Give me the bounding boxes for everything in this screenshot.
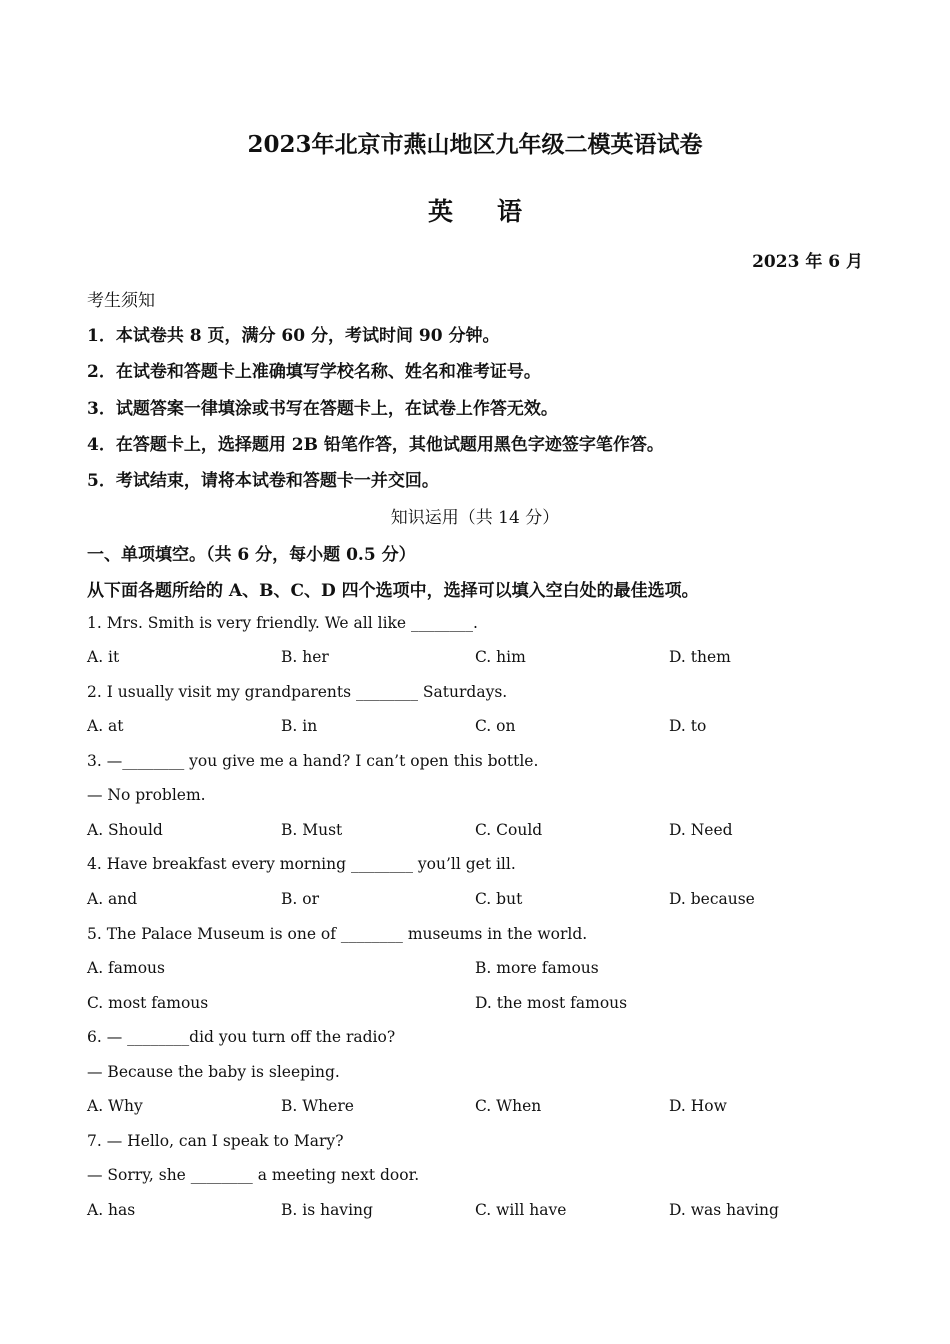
option-a: A. at (87, 717, 124, 735)
section-title: 知识运用（共 14 分） (390, 508, 560, 528)
question-stem: 4. Have breakfast every morning ________ you’ll get ill. (87, 855, 516, 873)
question-reply: — Sorry, she ________ a meeting next door. (87, 1166, 420, 1184)
option-c: C. on (475, 717, 516, 735)
notice-item: 3．试题答案一律填涂或书写在答题卡上，在试卷上作答无效。 (87, 399, 558, 419)
option-d: D. them (669, 648, 731, 666)
notice-item: 1．本试卷共 8 页，满分 60 分，考试时间 90 分钟。 (87, 326, 500, 346)
option-b: B. her (281, 648, 329, 666)
option-b: B. Must (281, 821, 343, 839)
question-stem: 1. Mrs. Smith is very friendly. We all like ________. (87, 614, 478, 632)
notice-heading: 考生须知 (87, 291, 155, 311)
option-c: C. but (475, 890, 523, 908)
option-c: C. When (475, 1097, 542, 1115)
notice-item: 4．在答题卡上，选择题用 2B 铅笔作答，其他试题用黑色字迹签字笔作答。 (87, 435, 664, 455)
option-c: C. him (475, 648, 526, 666)
option-d: D. How (669, 1097, 727, 1115)
question-stem: 7. — Hello, can I speak to Mary? (87, 1132, 344, 1150)
option-a: A. it (87, 648, 120, 666)
subject-title: 英语 (427, 197, 566, 226)
option-b: B. or (281, 890, 319, 908)
option-b: B. is having (281, 1201, 373, 1219)
option-a: A. famous (87, 959, 165, 977)
option-a: A. and (87, 890, 138, 908)
part-instruction: 从下面各题所给的 A、B、C、D 四个选项中，选择可以填入空白处的最佳选项。 (87, 581, 699, 601)
option-c: C. most famous (87, 994, 209, 1012)
question-stem: 2. I usually visit my grandparents ________ Saturdays. (87, 683, 508, 701)
question-reply: — Because the baby is sleeping. (87, 1063, 340, 1081)
exam-date: 2023 年 6 月 (752, 252, 863, 272)
option-c: C. will have (475, 1201, 567, 1219)
option-c: C. Could (475, 821, 543, 839)
option-a: A. Why (87, 1097, 143, 1115)
option-a: A. has (87, 1201, 136, 1219)
question-stem: 5. The Palace Museum is one of ________ museums in the world. (87, 925, 588, 943)
option-d: D. the most famous (475, 994, 628, 1012)
question-stem: 3. —________ you give me a hand? I can’t open this bottle. (87, 752, 539, 770)
option-d: D. to (669, 717, 707, 735)
part-heading: 一、单项填空。（共 6 分，每小题 0.5 分） (87, 545, 416, 565)
option-b: B. more famous (475, 959, 599, 977)
question-stem: 6. — ________did you turn off the radio? (87, 1028, 396, 1046)
option-d: D. Need (669, 821, 733, 839)
notice-item: 2．在试卷和答题卡上准确填写学校名称、姓名和准考证号。 (87, 362, 541, 382)
option-b: B. Where (281, 1097, 354, 1115)
question-reply: — No problem. (87, 786, 206, 804)
notice-item: 5．考试结束，请将本试卷和答题卡一并交回。 (87, 471, 439, 491)
option-a: A. Should (87, 821, 163, 839)
option-d: D. was having (669, 1201, 779, 1219)
exam-title: 2023年北京市燕山地区九年级二模英语试卷 (247, 131, 703, 158)
option-d: D. because (669, 890, 755, 908)
option-b: B. in (281, 717, 318, 735)
